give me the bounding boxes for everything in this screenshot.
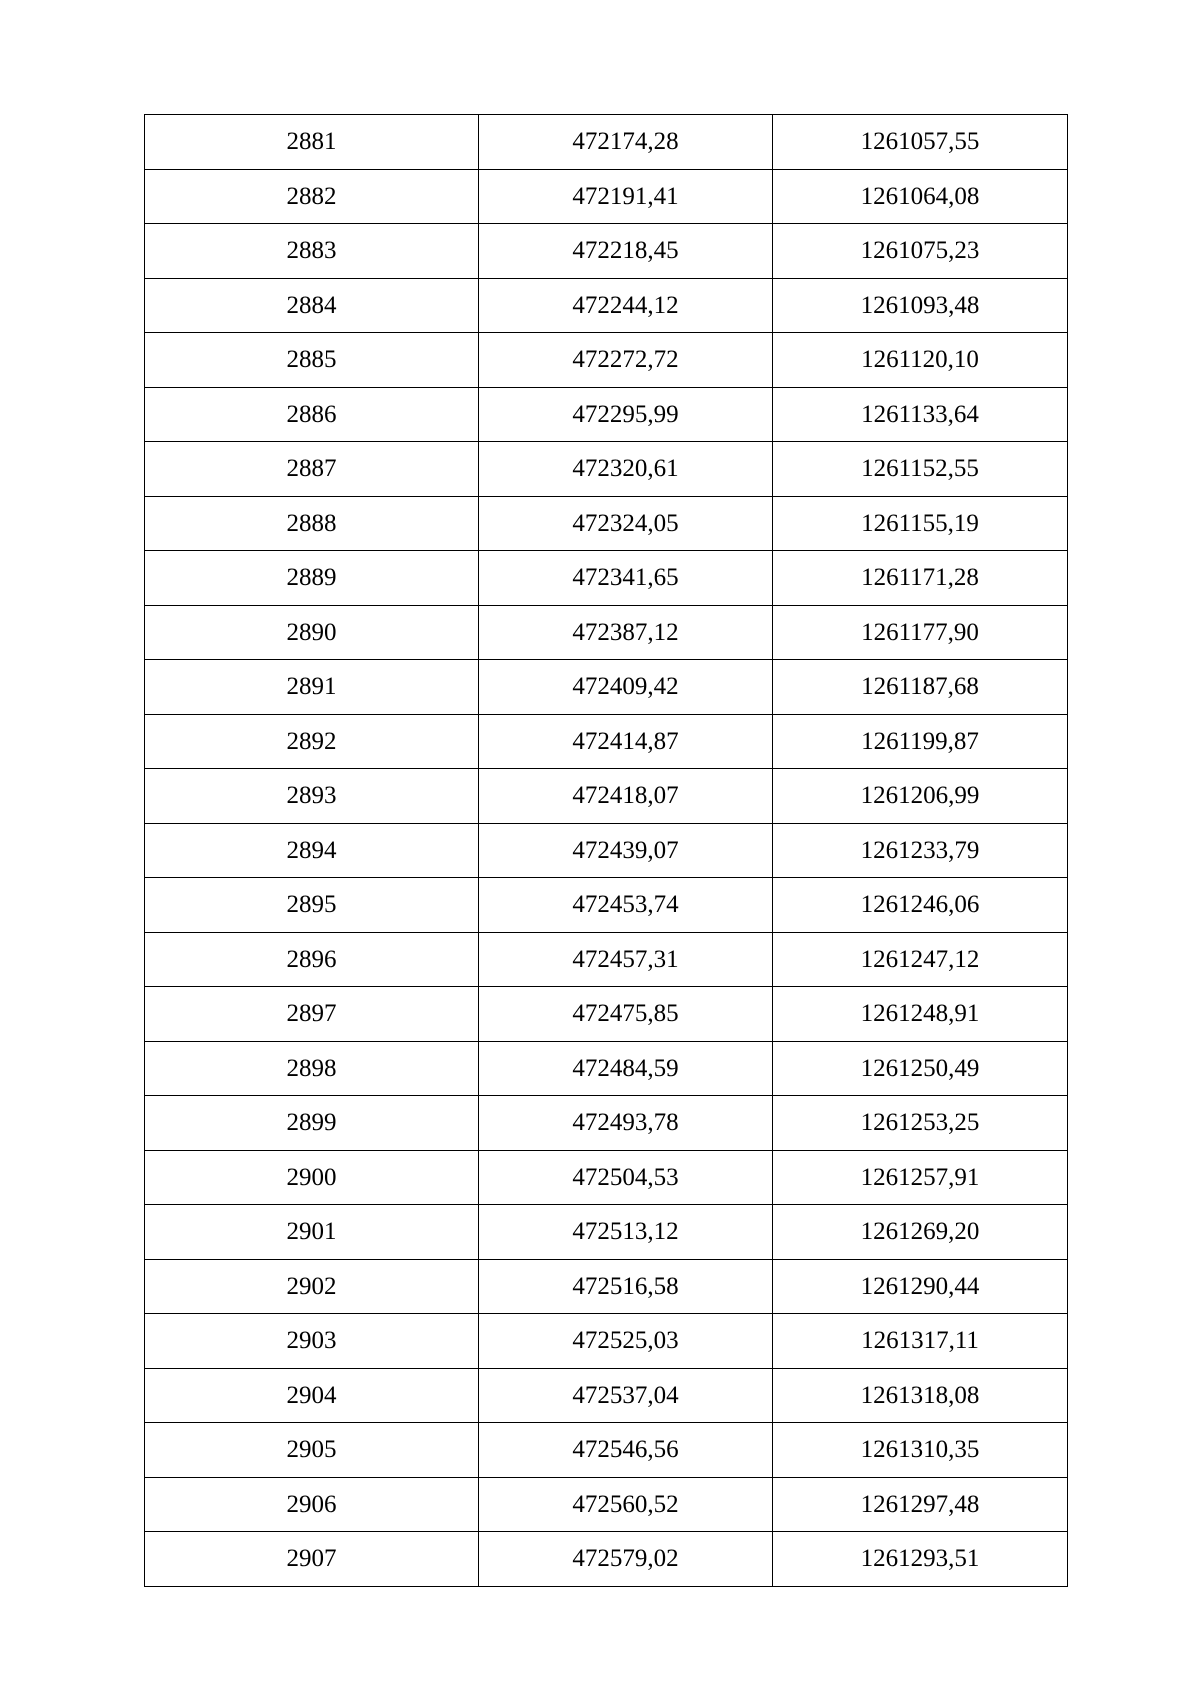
table-row (145, 769, 1068, 824)
y-coordinate-cell: 1261290,44 (773, 1259, 1068, 1314)
table-row (145, 823, 1068, 878)
point-number-cell: 2903 (145, 1314, 479, 1369)
x-coordinate-cell: 472493,78 (479, 1096, 773, 1151)
x-coordinate-cell: 472272,72 (479, 333, 773, 388)
point-number-cell: 2886 (145, 387, 479, 442)
point-number-cell: 2897 (145, 987, 479, 1042)
point-number-cell: 2898 (145, 1041, 479, 1096)
x-coordinate-cell: 472191,41 (479, 169, 773, 224)
x-coordinate-cell: 472295,99 (479, 387, 773, 442)
point-number-cell: 2887 (145, 442, 479, 497)
point-number-cell: 2899 (145, 1096, 479, 1151)
point-number-cell: 2888 (145, 496, 479, 551)
y-coordinate-cell: 1261206,99 (773, 769, 1068, 824)
table-row (145, 660, 1068, 715)
y-coordinate-cell: 1261269,20 (773, 1205, 1068, 1260)
coordinates-table (144, 114, 1068, 1587)
y-coordinate-cell: 1261246,06 (773, 878, 1068, 933)
y-coordinate-cell: 1261318,08 (773, 1368, 1068, 1423)
y-coordinate-cell: 1261177,90 (773, 605, 1068, 660)
table-row (145, 115, 1068, 170)
x-coordinate-cell: 472218,45 (479, 224, 773, 279)
table-row (145, 1532, 1068, 1587)
table-row (145, 333, 1068, 388)
y-coordinate-cell: 1261155,19 (773, 496, 1068, 551)
point-number-cell: 2891 (145, 660, 479, 715)
table-row (145, 1041, 1068, 1096)
x-coordinate-cell: 472504,53 (479, 1150, 773, 1205)
table-row (145, 224, 1068, 279)
table-row (145, 714, 1068, 769)
x-coordinate-cell: 472457,31 (479, 932, 773, 987)
table-row (145, 878, 1068, 933)
table-row (145, 1423, 1068, 1478)
table-row (145, 496, 1068, 551)
y-coordinate-cell: 1261253,25 (773, 1096, 1068, 1151)
coordinates-table-body (145, 115, 1068, 1587)
table-row (145, 1477, 1068, 1532)
y-coordinate-cell: 1261257,91 (773, 1150, 1068, 1205)
y-coordinate-cell: 1261064,08 (773, 169, 1068, 224)
x-coordinate-cell: 472244,12 (479, 278, 773, 333)
point-number-cell: 2885 (145, 333, 479, 388)
x-coordinate-cell: 472174,28 (479, 115, 773, 170)
point-number-cell: 2890 (145, 605, 479, 660)
y-coordinate-cell: 1261057,55 (773, 115, 1068, 170)
y-coordinate-cell: 1261233,79 (773, 823, 1068, 878)
x-coordinate-cell: 472453,74 (479, 878, 773, 933)
x-coordinate-cell: 472414,87 (479, 714, 773, 769)
y-coordinate-cell: 1261310,35 (773, 1423, 1068, 1478)
point-number-cell: 2893 (145, 769, 479, 824)
x-coordinate-cell: 472579,02 (479, 1532, 773, 1587)
x-coordinate-cell: 472560,52 (479, 1477, 773, 1532)
y-coordinate-cell: 1261152,55 (773, 442, 1068, 497)
point-number-cell: 2904 (145, 1368, 479, 1423)
table-row (145, 1314, 1068, 1369)
y-coordinate-cell: 1261133,64 (773, 387, 1068, 442)
y-coordinate-cell: 1261171,28 (773, 551, 1068, 606)
x-coordinate-cell: 472320,61 (479, 442, 773, 497)
table-row (145, 932, 1068, 987)
y-coordinate-cell: 1261297,48 (773, 1477, 1068, 1532)
table-row (145, 1259, 1068, 1314)
point-number-cell: 2900 (145, 1150, 479, 1205)
point-number-cell: 2895 (145, 878, 479, 933)
table-row (145, 551, 1068, 606)
y-coordinate-cell: 1261317,11 (773, 1314, 1068, 1369)
table-row (145, 987, 1068, 1042)
x-coordinate-cell: 472475,85 (479, 987, 773, 1042)
x-coordinate-cell: 472439,07 (479, 823, 773, 878)
table-row (145, 1368, 1068, 1423)
y-coordinate-cell: 1261247,12 (773, 932, 1068, 987)
point-number-cell: 2902 (145, 1259, 479, 1314)
table-row (145, 387, 1068, 442)
y-coordinate-cell: 1261120,10 (773, 333, 1068, 388)
x-coordinate-cell: 472324,05 (479, 496, 773, 551)
x-coordinate-cell: 472409,42 (479, 660, 773, 715)
y-coordinate-cell: 1261248,91 (773, 987, 1068, 1042)
point-number-cell: 2882 (145, 169, 479, 224)
y-coordinate-cell: 1261293,51 (773, 1532, 1068, 1587)
x-coordinate-cell: 472484,59 (479, 1041, 773, 1096)
table-row (145, 442, 1068, 497)
table-row (145, 169, 1068, 224)
point-number-cell: 2894 (145, 823, 479, 878)
x-coordinate-cell: 472537,04 (479, 1368, 773, 1423)
point-number-cell: 2889 (145, 551, 479, 606)
x-coordinate-cell: 472516,58 (479, 1259, 773, 1314)
y-coordinate-cell: 1261093,48 (773, 278, 1068, 333)
point-number-cell: 2892 (145, 714, 479, 769)
point-number-cell: 2901 (145, 1205, 479, 1260)
y-coordinate-cell: 1261075,23 (773, 224, 1068, 279)
point-number-cell: 2883 (145, 224, 479, 279)
x-coordinate-cell: 472525,03 (479, 1314, 773, 1369)
point-number-cell: 2906 (145, 1477, 479, 1532)
point-number-cell: 2896 (145, 932, 479, 987)
y-coordinate-cell: 1261250,49 (773, 1041, 1068, 1096)
point-number-cell: 2907 (145, 1532, 479, 1587)
x-coordinate-cell: 472387,12 (479, 605, 773, 660)
y-coordinate-cell: 1261199,87 (773, 714, 1068, 769)
x-coordinate-cell: 472546,56 (479, 1423, 773, 1478)
table-row (145, 1150, 1068, 1205)
x-coordinate-cell: 472513,12 (479, 1205, 773, 1260)
x-coordinate-cell: 472418,07 (479, 769, 773, 824)
point-number-cell: 2881 (145, 115, 479, 170)
point-number-cell: 2884 (145, 278, 479, 333)
y-coordinate-cell: 1261187,68 (773, 660, 1068, 715)
x-coordinate-cell: 472341,65 (479, 551, 773, 606)
table-row (145, 605, 1068, 660)
point-number-cell: 2905 (145, 1423, 479, 1478)
table-row (145, 1205, 1068, 1260)
table-row (145, 278, 1068, 333)
table-row (145, 1096, 1068, 1151)
